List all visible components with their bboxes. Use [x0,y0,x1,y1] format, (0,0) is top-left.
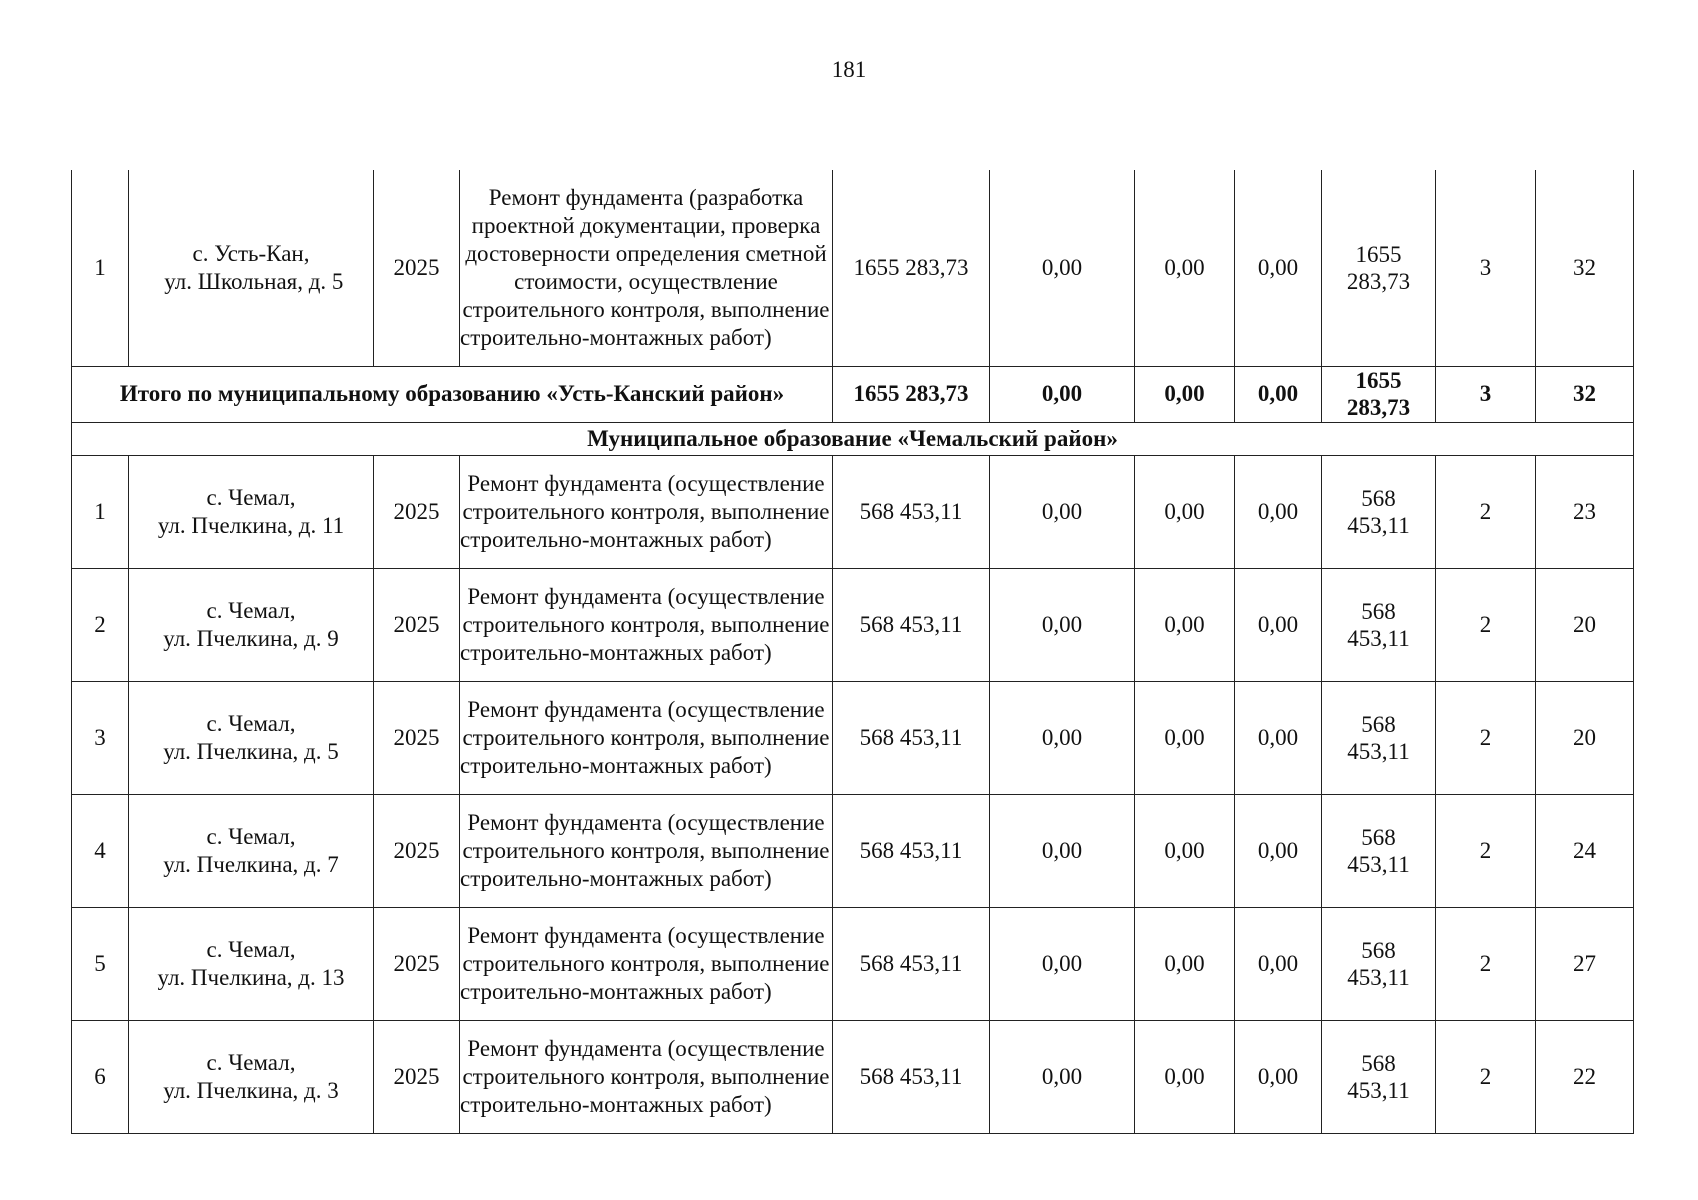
address-cell [129,794,374,907]
fund-cell: 0,00 [1135,681,1235,794]
address-cell [129,681,374,794]
owner-funds-line: 283,73 [1346,395,1411,420]
address-line: ул. Пчелкина, д. 11 [157,512,345,538]
fund-cell: 0,00 [1235,170,1322,366]
fund-cell: 0,00 [1235,568,1322,681]
owner-funds-line: 568 [1361,824,1396,850]
count-cell: 32 [1536,170,1634,366]
count-cell: 2 [1436,681,1536,794]
count-cell: 3 [1436,366,1536,422]
count-cell: 2 [1436,568,1536,681]
count-cell: 27 [1536,907,1634,1020]
count-cell: 24 [1536,794,1634,907]
owner-funds [1322,794,1436,907]
total-cost: 568 453,11 [833,907,990,1020]
count-cell: 2 [1436,907,1536,1020]
count-cell: 20 [1536,681,1634,794]
section-header-row [72,422,1634,455]
fund-cell: 0,00 [990,907,1135,1020]
row-number: 2 [72,568,129,681]
row-number: 5 [72,907,129,1020]
address-line: с. Чемал, [206,597,296,623]
address-line: ул. Пчелкина, д. 9 [163,625,339,651]
year-cell: 2025 [374,455,460,568]
fund-cell: 0,00 [1135,366,1235,422]
fund-cell: 0,00 [1235,681,1322,794]
address-line: с. Чемал, [206,936,296,962]
owner-funds [1322,455,1436,568]
owner-funds-line: 453,11 [1347,512,1410,538]
year-cell: 2025 [374,170,460,366]
table-row [72,1020,1634,1133]
owner-funds-line: 568 [1361,1050,1396,1076]
total-cost: 568 453,11 [833,455,990,568]
owner-funds [1322,366,1436,422]
owner-funds-line: 1655 [1355,368,1402,393]
fund-cell: 0,00 [1235,455,1322,568]
owner-funds [1322,681,1436,794]
table-row [72,794,1634,907]
table-row [72,568,1634,681]
year-cell: 2025 [374,794,460,907]
owner-funds-line: 568 [1361,598,1396,624]
owner-funds-line: 1655 [1355,241,1402,267]
count-cell: 20 [1536,568,1634,681]
year-cell: 2025 [374,1020,460,1133]
address-cell [129,568,374,681]
fund-cell: 0,00 [990,170,1135,366]
table-row [72,681,1634,794]
fund-cell: 0,00 [1235,794,1322,907]
fund-cell: 0,00 [1135,568,1235,681]
address-line: ул. Школьная, д. 5 [158,268,344,294]
address-line: ул. Пчелкина, д. 13 [157,964,345,990]
repair-program-table [71,170,1634,1134]
fund-cell: 0,00 [1135,1020,1235,1133]
total-cost: 568 453,11 [833,568,990,681]
total-cost: 1655 283,73 [833,170,990,366]
fund-cell: 0,00 [1135,794,1235,907]
fund-cell: 0,00 [990,681,1135,794]
page-number: 181 [831,57,867,82]
fund-cell: 0,00 [1135,170,1235,366]
address-cell [129,170,374,366]
address-line: с. Чемал, [206,1049,296,1075]
count-cell: 23 [1536,455,1634,568]
owner-funds-line: 568 [1361,711,1396,737]
owner-funds [1322,907,1436,1020]
work-description: Ремонт фундамента (разработка проектной документации, проверка достоверности определения сметной стоимости, осуществление строительного контроля, выполнение строительно-монтажных работ) [460,170,833,366]
address-line: с. Чемал, [206,710,296,736]
fund-cell: 0,00 [1135,455,1235,568]
owner-funds-line: 453,11 [1347,625,1410,651]
year-cell: 2025 [374,681,460,794]
owner-funds [1322,1020,1436,1133]
row-number: 6 [72,1020,129,1133]
year-cell: 2025 [374,568,460,681]
owner-funds-line: 283,73 [1346,268,1411,294]
owner-funds-line: 453,11 [1347,738,1410,764]
row-number: 1 [72,455,129,568]
work-description: Ремонт фундамента (осуществление строительного контроля, выполнение строительно-монтажных работ) [460,1020,833,1133]
address-line: с. Усть-Кан, [192,240,310,266]
year-cell: 2025 [374,907,460,1020]
address-line: с. Чемал, [206,484,296,510]
fund-cell: 0,00 [1235,907,1322,1020]
owner-funds-line: 453,11 [1347,964,1410,990]
row-number: 4 [72,794,129,907]
fund-cell: 0,00 [990,1020,1135,1133]
work-description: Ремонт фундамента (осуществление строительного контроля, выполнение строительно-монтажных работ) [460,568,833,681]
table-row [72,907,1634,1020]
row-number: 3 [72,681,129,794]
work-description: Ремонт фундамента (осуществление строительного контроля, выполнение строительно-монтажных работ) [460,907,833,1020]
fund-cell: 0,00 [1135,907,1235,1020]
work-description: Ремонт фундамента (осуществление строительного контроля, выполнение строительно-монтажных работ) [460,794,833,907]
count-cell: 3 [1436,170,1536,366]
count-cell: 22 [1536,1020,1634,1133]
table-row [72,170,1634,366]
owner-funds [1322,170,1436,366]
fund-cell: 0,00 [990,366,1135,422]
address-line: ул. Пчелкина, д. 7 [163,851,339,877]
address-cell [129,1020,374,1133]
row-number: 1 [72,170,129,366]
table-row [72,455,1634,568]
total-cost: 568 453,11 [833,1020,990,1133]
owner-funds-line: 453,11 [1347,851,1410,877]
address-line: ул. Пчелкина, д. 3 [163,1077,339,1103]
total-cost: 568 453,11 [833,681,990,794]
table-body [72,170,1634,1133]
count-cell: 2 [1436,794,1536,907]
owner-funds-line: 453,11 [1347,1077,1410,1103]
address-cell [129,907,374,1020]
count-cell: 32 [1536,366,1634,422]
fund-cell: 0,00 [1235,366,1322,422]
address-line: с. Чемал, [206,823,296,849]
total-label: Итого по муниципальному образованию «Усть-Канский район» [72,366,833,422]
fund-cell: 0,00 [1235,1020,1322,1133]
work-description: Ремонт фундамента (осуществление строительного контроля, выполнение строительно-монтажных работ) [460,681,833,794]
owner-funds-line: 568 [1361,937,1396,963]
total-cost: 1655 283,73 [833,366,990,422]
section-title: Муниципальное образование «Чемальский район» [72,422,1634,455]
owner-funds [1322,568,1436,681]
total-row [72,366,1634,422]
work-description: Ремонт фундамента (осуществление строительного контроля, выполнение строительно-монтажных работ) [460,455,833,568]
address-cell [129,455,374,568]
owner-funds-line: 568 [1361,485,1396,511]
fund-cell: 0,00 [990,568,1135,681]
fund-cell: 0,00 [990,455,1135,568]
total-cost: 568 453,11 [833,794,990,907]
count-cell: 2 [1436,1020,1536,1133]
address-line: ул. Пчелкина, д. 5 [163,738,339,764]
count-cell: 2 [1436,455,1536,568]
fund-cell: 0,00 [990,794,1135,907]
